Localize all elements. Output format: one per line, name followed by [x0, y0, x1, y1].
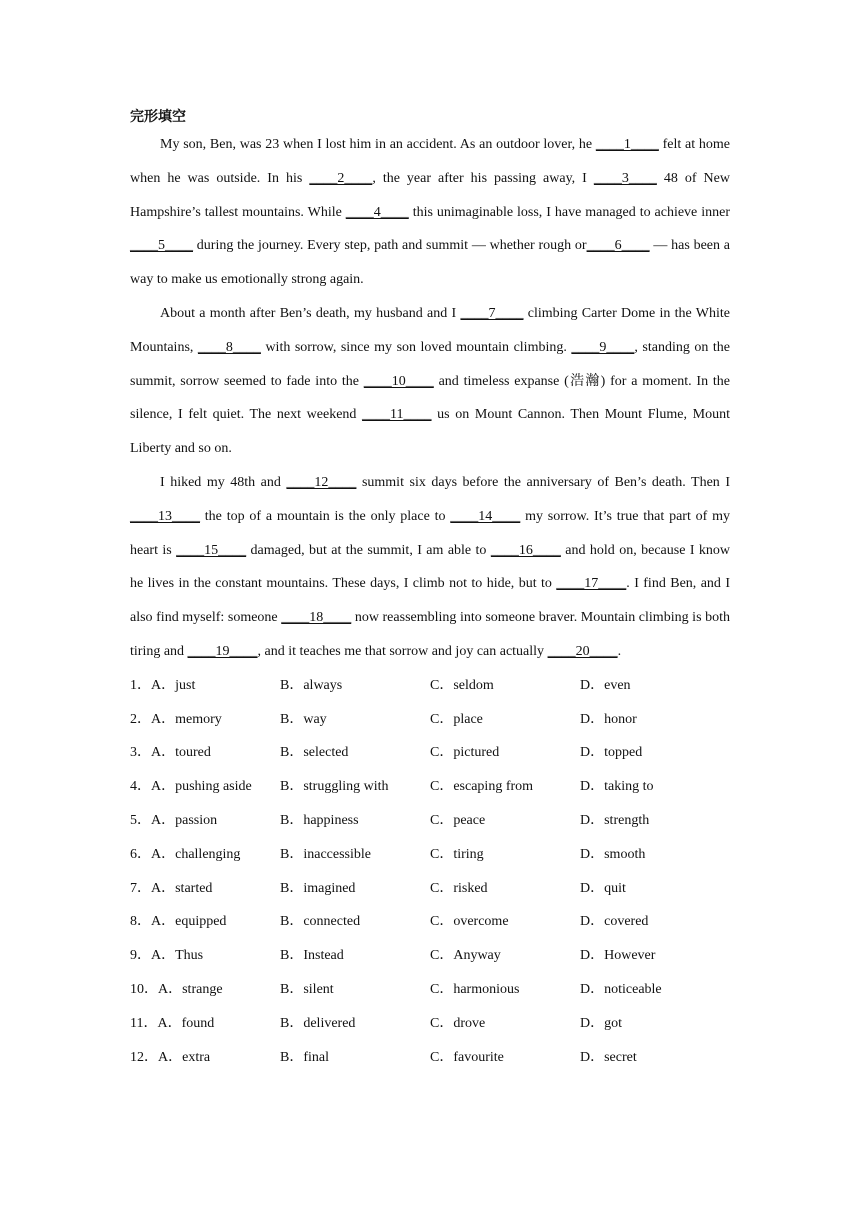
option-c: C．favourite — [430, 1049, 504, 1065]
option-c: C．drove — [430, 1015, 486, 1031]
answer-blank: ____19____ — [187, 643, 258, 659]
option-a — [130, 703, 222, 737]
option-b: B．imagined — [280, 880, 356, 896]
option-c: C．tiring — [430, 846, 484, 862]
question-row — [130, 1041, 730, 1075]
question-row — [130, 703, 730, 737]
passage-text: felt at home when he was outside. In his — [130, 137, 730, 186]
option-a — [130, 939, 203, 973]
option-a — [130, 770, 252, 804]
option-d: D．taking to — [580, 779, 654, 795]
passage-paragraph — [130, 128, 730, 297]
option-a — [130, 1041, 210, 1075]
passage-text: climbing Carter Dome in the White Mountains, — [130, 305, 730, 355]
option-c: C．peace — [430, 812, 486, 828]
passage-text: My son, Ben, was 23 when I lost him in an accident. As an outdoor lover, he — [160, 137, 596, 152]
answer-blank: ____18____ — [281, 610, 352, 626]
option-b: B．delivered — [280, 1015, 356, 1031]
option-b: B．silent — [280, 981, 334, 997]
option-d: D．However — [580, 948, 656, 964]
question-row — [130, 770, 730, 804]
option-a — [130, 736, 211, 770]
option-text: A．just — [151, 677, 196, 693]
passage-text: the top of a mountain is the only place to — [200, 508, 451, 524]
question-number: 6． — [130, 846, 151, 862]
passage-text: About a month after Ben’s death, my husband and I — [160, 305, 461, 321]
question-row — [130, 905, 730, 939]
question-number: 12． — [130, 1049, 158, 1065]
option-a — [130, 872, 212, 906]
option-d: D．even — [580, 677, 631, 693]
answer-blank: ____14____ — [450, 508, 521, 524]
option-text: A．started — [151, 880, 213, 896]
option-c: C．overcome — [430, 914, 509, 930]
answer-blank: ____12____ — [286, 474, 357, 490]
passage-text: — has been a way to make us emotionally strong again. — [130, 238, 730, 288]
option-c: C．risked — [430, 880, 488, 896]
question-number: 7． — [130, 880, 151, 896]
question-number: 10． — [130, 981, 158, 997]
answer-blank: ____9____ — [571, 339, 635, 355]
option-d: D．topped — [580, 745, 643, 761]
option-c: C．harmonious — [430, 981, 520, 997]
answer-blank: ____13____ — [130, 508, 200, 524]
question-row — [130, 872, 730, 906]
answer-blank: ____17____ — [556, 576, 627, 592]
section-title: 完形填空 — [130, 109, 186, 125]
question-number: 8． — [130, 914, 151, 930]
passage-text: summit six days before the anniversary of Ben’s death. Then I — [356, 474, 730, 490]
answer-blank: ____1____ — [595, 137, 659, 152]
option-text: A．found — [157, 1015, 215, 1031]
answer-blank: ____8____ — [197, 339, 261, 355]
option-c: C．pictured — [430, 745, 500, 761]
option-d: D．covered — [580, 914, 649, 930]
option-b: B．Instead — [280, 948, 344, 964]
option-d: D．got — [580, 1015, 622, 1031]
option-b: B．inaccessible — [280, 846, 371, 862]
option-text: A．strange — [158, 981, 223, 997]
option-a — [130, 1007, 214, 1041]
passage-paragraph — [130, 466, 730, 669]
question-number: 3． — [130, 745, 151, 761]
answer-blank: ____2____ — [309, 170, 373, 186]
option-text: A．equipped — [151, 914, 227, 930]
answer-blank: ____7____ — [460, 305, 524, 321]
passage-text: , the year after his passing away, I — [372, 170, 594, 186]
answer-blank: ____10____ — [363, 373, 434, 389]
option-a — [130, 804, 217, 838]
option-text: A．extra — [158, 1049, 211, 1065]
passage-text: , standing on the summit, sorrow seemed to fade into the — [130, 339, 730, 389]
passage-paragraph — [130, 297, 730, 466]
passage — [130, 128, 730, 669]
question-row — [130, 939, 730, 973]
option-b: B．happiness — [280, 812, 359, 828]
option-b: B．selected — [280, 745, 349, 761]
question-row — [130, 804, 730, 838]
option-d: D．honor — [580, 711, 637, 727]
option-text: A．toured — [151, 745, 211, 761]
answer-blank: ____5____ — [130, 238, 193, 254]
passage-text: my sorrow. It’s true that part of my heart is — [130, 508, 730, 558]
question-number: 5． — [130, 812, 151, 828]
passage-text: . I find Ben, and I also find myself: someone — [130, 576, 730, 626]
passage-text: us on Mount Cannon. Then Mount Flume, Mount Liberty and so on. — [130, 407, 730, 457]
question-number: 4． — [130, 779, 151, 795]
passage-text: this unimaginable loss, I have managed to achieve inner — [408, 204, 730, 220]
passage-text: now reassembling into someone braver. Mountain climbing is both tiring and — [130, 610, 730, 659]
option-d: D．smooth — [580, 846, 646, 862]
answer-blank: ____16____ — [490, 542, 561, 558]
answer-blank: ____6____ — [586, 238, 650, 254]
option-d: D．quit — [580, 880, 626, 896]
option-d: D．secret — [580, 1049, 637, 1065]
option-a — [130, 669, 195, 703]
question-number: 1． — [130, 677, 151, 693]
option-b: B．connected — [280, 914, 361, 930]
question-row — [130, 838, 730, 872]
option-a — [130, 838, 240, 872]
option-a — [130, 973, 223, 1007]
options-list — [130, 669, 730, 1075]
option-b: B．always — [280, 677, 343, 693]
answer-blank: ____20____ — [547, 643, 618, 659]
question-number: 9． — [130, 948, 151, 964]
question-number: 11． — [130, 1015, 158, 1031]
option-b: B．struggling with — [280, 779, 389, 795]
option-c: C．seldom — [430, 677, 494, 693]
question-row — [130, 1007, 730, 1041]
question-number: 2． — [130, 711, 151, 727]
passage-text: I hiked my 48th and — [160, 474, 287, 490]
document-page — [130, 106, 730, 1074]
option-d: D．strength — [580, 812, 650, 828]
passage-text: during the journey. Every step, path and summit — whether rough or — [193, 238, 587, 254]
question-row — [130, 669, 730, 703]
option-d: D．noticeable — [580, 981, 662, 997]
answer-blank: ____11____ — [362, 407, 432, 423]
option-text: A．challenging — [151, 846, 241, 862]
option-c: C．place — [430, 711, 483, 727]
option-text: A．memory — [151, 711, 222, 727]
option-c: C．Anyway — [430, 948, 501, 964]
option-text: A．pushing aside — [151, 779, 252, 795]
option-b: B．way — [280, 711, 327, 727]
passage-text: . — [617, 643, 622, 659]
question-row — [130, 736, 730, 770]
option-text: A．passion — [151, 812, 218, 828]
answer-blank: ____15____ — [176, 542, 247, 558]
option-text: A．Thus — [151, 948, 204, 964]
option-a — [130, 905, 226, 939]
passage-text: damaged, but at the summit, I am able to — [246, 542, 491, 558]
question-row — [130, 973, 730, 1007]
answer-blank: ____4____ — [345, 204, 409, 220]
passage-text: 48 of New Hampshire’s tallest mountains. While — [130, 170, 730, 220]
option-b: B．final — [280, 1049, 329, 1065]
answer-blank: ____3____ — [593, 170, 657, 186]
passage-text: and timeless expanse (浩瀚) for a moment. In the silence, I felt quiet. The next weekend — [130, 373, 730, 423]
option-c: C．escaping from — [430, 779, 534, 795]
passage-text: with sorrow, since my son loved mountain climbing. — [260, 339, 572, 355]
passage-text: , and it teaches me that sorrow and joy can actually — [257, 643, 548, 659]
passage-text: and hold on, because I know he lives in the constant mountains. These days, I climb not to hide, but to — [130, 542, 730, 592]
